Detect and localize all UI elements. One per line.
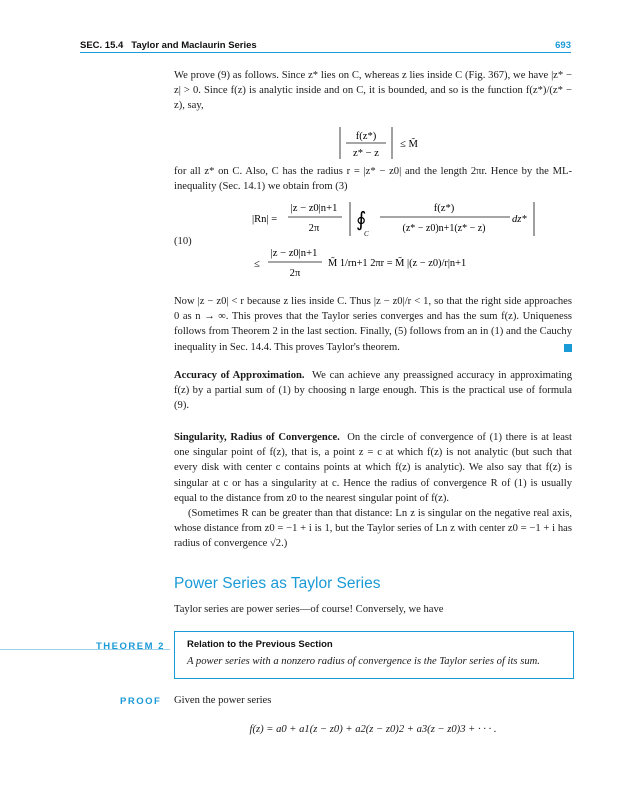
theorem-title: Relation to the Previous Section (187, 639, 333, 650)
eq10-line2-rest: M̃ 1/rn+1 2πr = M̃ |(z − z0)/r|n+1 (328, 258, 467, 269)
theorem-label: THEOREM 2 (96, 641, 165, 652)
proof-label: PROOF (120, 696, 162, 707)
eq10-integrand-num: f(z*) (433, 203, 455, 214)
equation-bound (338, 125, 458, 161)
section-heading: Power Series as Taylor Series (174, 575, 381, 592)
svg-text:≤: ≤ (254, 259, 260, 270)
paragraph-proof-intro: We prove (9) as follows. Since z* lies on C, whereas z lies inside C (Fig. 367), we have |z* − z| > 0. Since f(z) is analytic inside and on C, it is bounded, and so is the function f(z*)/(z* − z), say, (174, 70, 572, 112)
page-number: 693 (555, 40, 571, 51)
power-series-formula: f(z) = a0 + a1(z − z0) + a2(z − z0)2 + a3(z − z0)3 + · · · . (249, 724, 497, 735)
paragraph-proof-start: Given the power series (174, 695, 272, 706)
svg-text:C: C (364, 230, 369, 238)
equation-10 (174, 196, 584, 288)
paragraph-accuracy: Accuracy of Approximation. We can achieve any preassigned accuracy in approximating f(z) by a partial sum of (1) by choosing n large enough. This is the practical use of formula (9). (174, 370, 572, 412)
theorem-box (174, 631, 574, 679)
eq10-frac2-den: 2π (289, 268, 301, 279)
contour-integral-icon: ∮ (356, 209, 367, 231)
running-header (80, 40, 571, 56)
eq10-frac1-num: |z − z0|n+1 (290, 203, 338, 214)
eq-bound-den: z* − z (353, 148, 379, 159)
eq-bound-num: f(z*) (355, 131, 377, 142)
eq10-lhs: |Rn| = (252, 214, 278, 225)
header-section-title: SEC. 15.4 Taylor and Maclaurin Series (80, 40, 257, 51)
singularity-heading: Singularity, Radius of Convergence. (174, 432, 340, 443)
paragraph-ml-inequality: for all z* on C. Also, C has the radius r = |z* − z0| and the length 2πr. Hence by the ML-inequality (Sec. 14.1) we obtain from (3) (174, 166, 572, 193)
eq10-frac1-den: 2π (308, 223, 320, 234)
qed-square-icon (564, 344, 572, 352)
equation-label: (10) (174, 236, 192, 247)
accuracy-heading: Accuracy of Approximation. (174, 370, 305, 381)
eq10-frac2-num: |z − z0|n+1 (270, 248, 318, 259)
paragraph-section-intro: Taylor series are power series—of course! Conversely, we have (174, 604, 444, 615)
paragraph-singularity: Singularity, Radius of Convergence. On the circle of convergence of (1) there is at least one singular point of f(z), that is, a point z = c at which f(z) is not analytic (but such that every disk with center c contains points at which f(z) is analytic). We also say that f(z) is singular at c or has a singularity at c. Hence the radius of convergence R of (1) is usually equal to the distance from z0 to the nearest singular point of f(z). (Sometimes R can be greater than that distance: Ln z is singular on the negative real axis, whose distance from z0 = −1 + i is 1, but the Taylor series of Ln z with center z0 = −1 + i has radius of convergence √2.) (174, 432, 572, 550)
theorem-statement: A power series with a nonzero radius of convergence is the Taylor series of its sum. (187, 656, 540, 667)
paragraph-convergence-proof: Now |z − z0| < r because z lies inside C. Thus |z − z0|/r < 1, so that the right side approaches 0 as n → ∞. This proves that the Taylor series converges and has the sum f(z). Uniqueness follows from Theorem 2 in the last section. Finally, (5) follows from an in (1) and the Cauchy inequality in Sec. 14.4. This proves Taylor's theorem. (174, 296, 572, 353)
svg-text:dz*: dz* (512, 214, 527, 225)
eq10-integrand-den: (z* − z0)n+1(z* − z) (402, 223, 486, 234)
eq-bound-rhs: ≤ M̃ (400, 139, 418, 150)
header-rule (80, 52, 571, 53)
